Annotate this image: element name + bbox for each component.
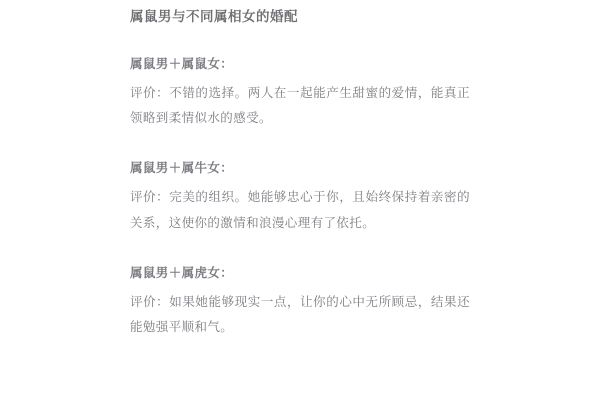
- section-heading: 属鼠男＋属虎女：: [130, 265, 234, 280]
- section-body: 评价：完美的组织。她能够忠心于你，且始终保持着亲密的关系，这使你的激情和浪漫心理有了依托。: [130, 190, 470, 230]
- section-body: 评价：如果她能够现实一点，让你的心中无所顾忌，结果还能勉强平顺和气。: [130, 294, 470, 335]
- compatibility-section: [130, 54, 470, 133]
- page-title: 属鼠男与不同属相女的婚配: [130, 9, 298, 24]
- section-heading: 属鼠男＋属鼠女：: [130, 56, 234, 71]
- section-body: 评价：不错的选择。两人在一起能产生甜蜜的爱情，能真正领略到柔情似水的感受。: [130, 85, 470, 126]
- compatibility-section: [130, 263, 470, 342]
- compatibility-section: [130, 158, 470, 237]
- section-heading: 属鼠男＋属牛女：: [130, 161, 234, 176]
- document-content: [130, 0, 470, 341]
